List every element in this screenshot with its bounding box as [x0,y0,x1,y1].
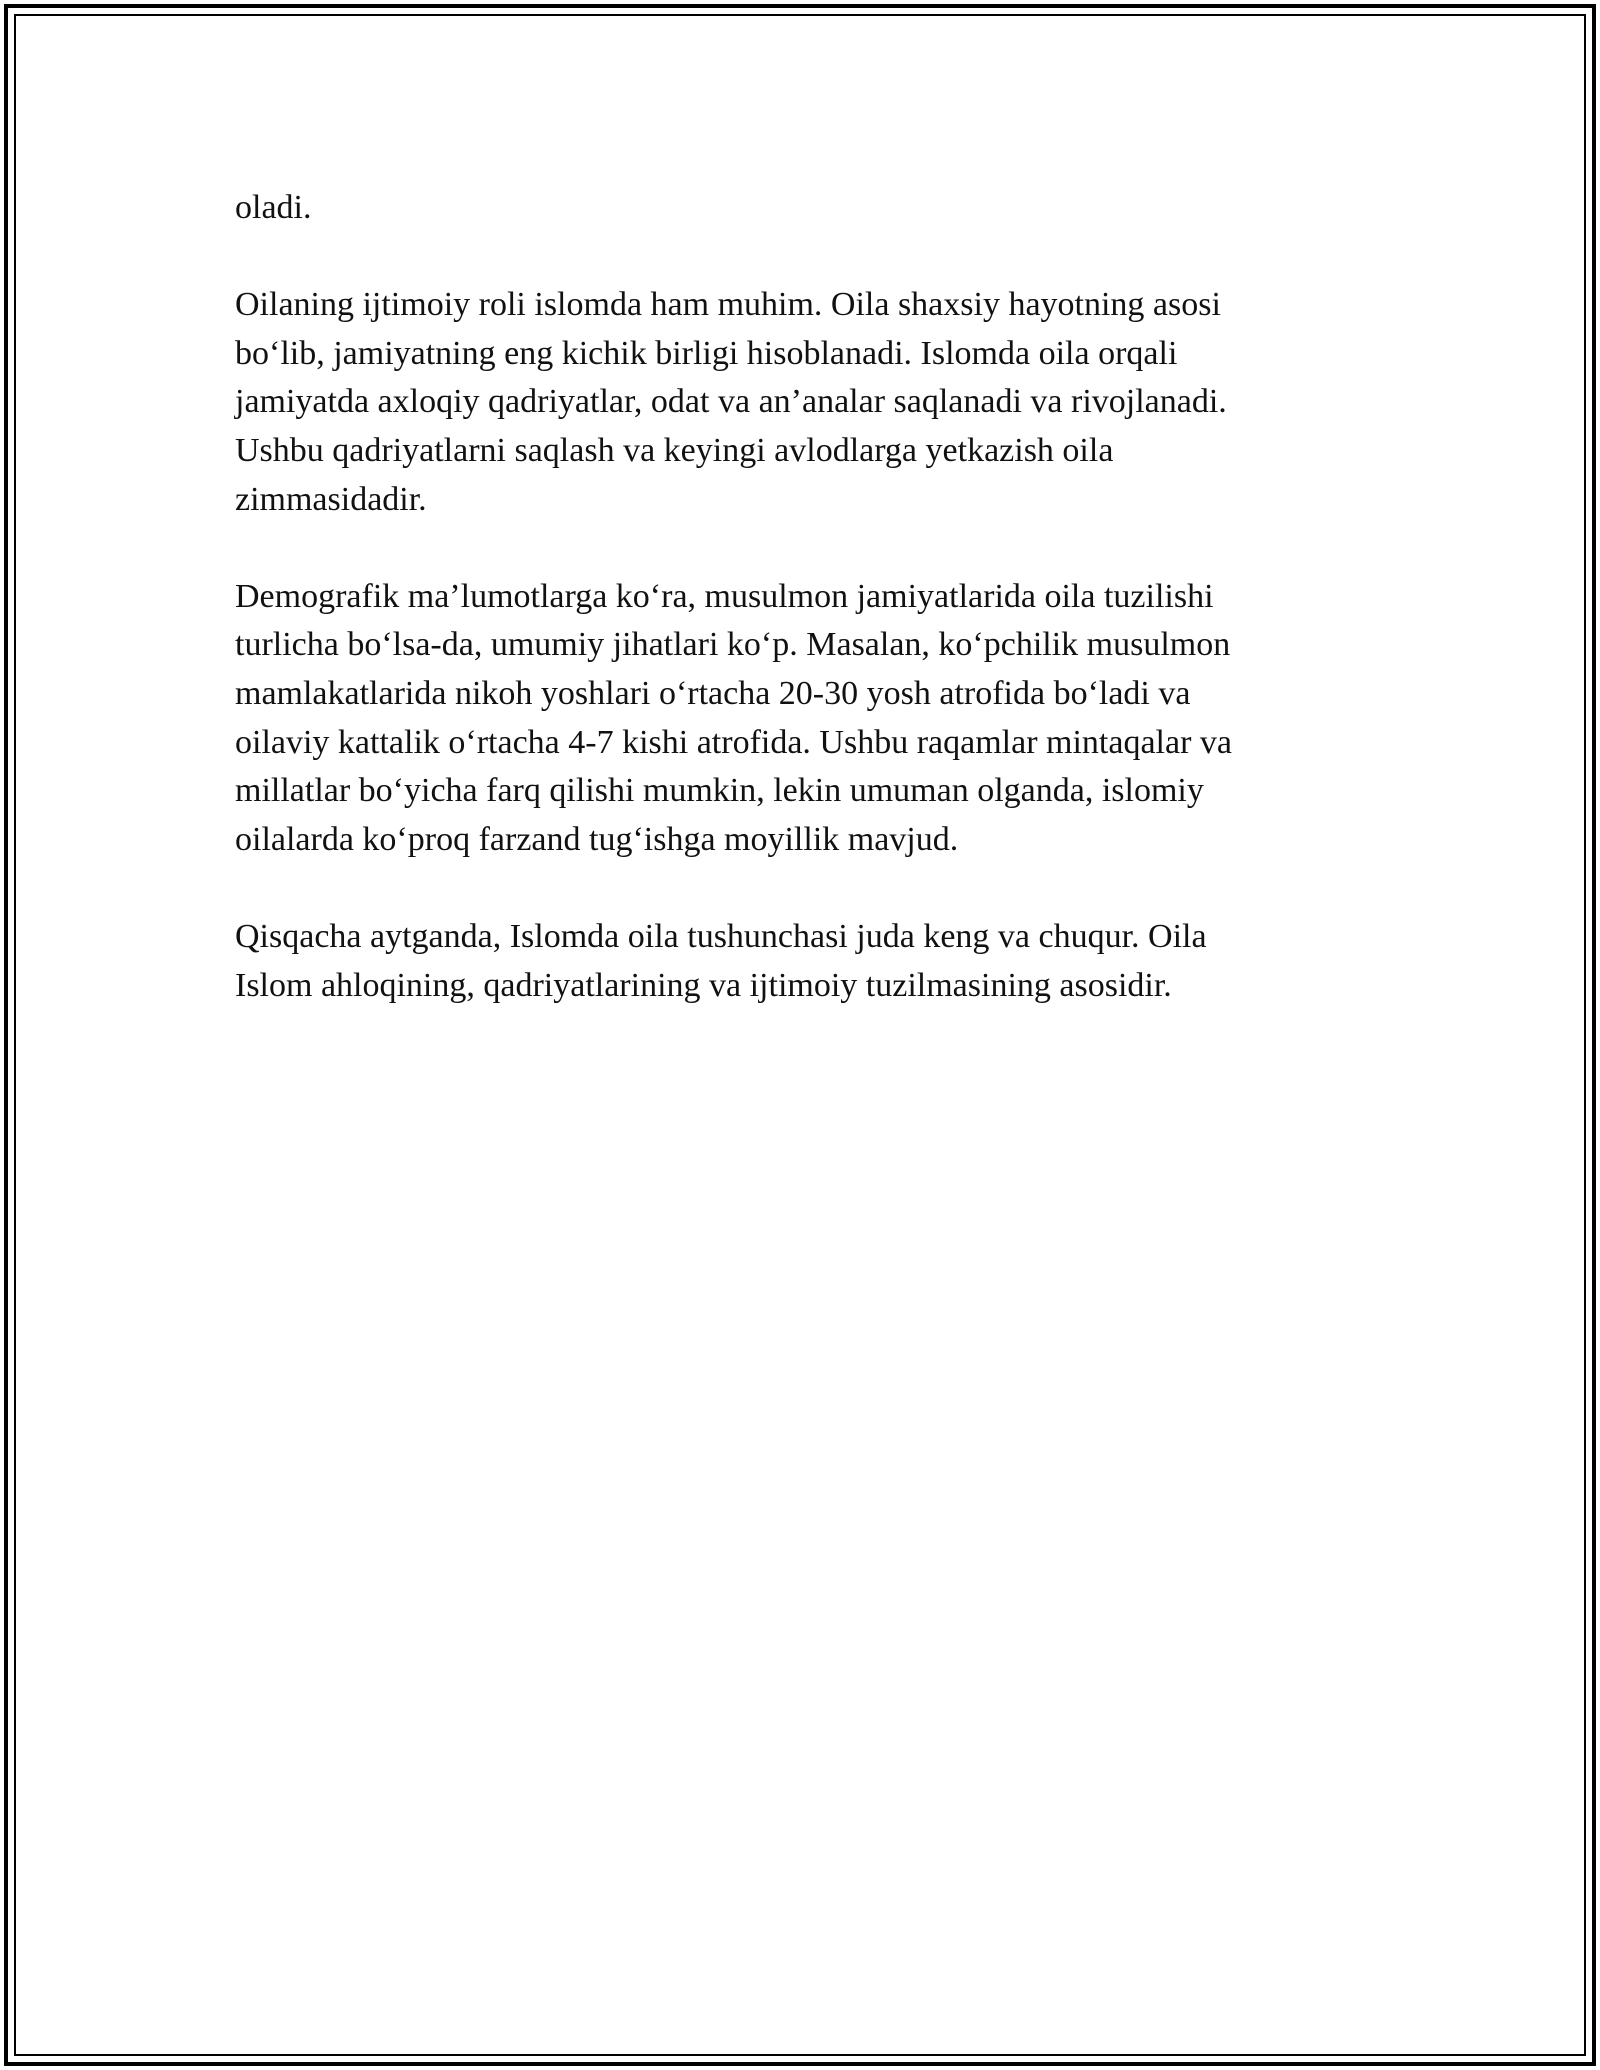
text-line: turlicha bo‘lsa-da, umumiy jihatlari ko‘p. Masalan, ko‘pchilik musulmon [235,626,1231,664]
text-line: Oilaning ijtimoiy roli islomda ham muhim. Oila shaxsiy hayotning asosi [235,286,1221,324]
paragraph-demographics [235,573,1375,865]
document-body [235,184,1375,1059]
text-line: bo‘lib, jamiyatning eng kichik birligi hisoblanadi. Islomda oila orqali [235,334,1178,372]
text-line: Islom ahloqining, qadriyatlarining va ijtimoiy tuzilmasining asosidir. [235,966,1172,1004]
text-line: jamiyatda axloqiy qadriyatlar, odat va an’analar saqlanadi va rivojlanadi. [235,383,1227,421]
paragraph-continuation [235,184,1375,233]
text-line: Ushbu qadriyatlarni saqlash va keyingi avlodlarga yetkazish oila [235,431,1114,469]
text-line: oladi. [235,189,312,226]
text-line: Demografik ma’lumotlarga ko‘ra, musulmon jamiyatlarida oila tuzilishi [235,577,1214,615]
text-line: oilaviy kattalik o‘rtacha 4-7 kishi atrofida. Ushbu raqamlar mintaqalar va [235,723,1232,761]
paragraph-conclusion [235,913,1375,1010]
text-line: oilalarda ko‘proq farzand tug‘ishga moyillik mavjud. [235,820,959,858]
text-line: millatlar bo‘yicha farq qilishi mumkin, lekin umuman olganda, islomiy [235,772,1204,810]
paragraph-social-role [235,281,1375,524]
text-line: mamlakatlarida nikoh yoshlari o‘rtacha 20-30 yosh atrofida bo‘ladi va [235,674,1191,712]
text-line: zimmasidadir. [235,480,427,518]
text-line: Qisqacha aytganda, Islomda oila tushunchasi juda keng va chuqur. Oila [235,917,1207,955]
